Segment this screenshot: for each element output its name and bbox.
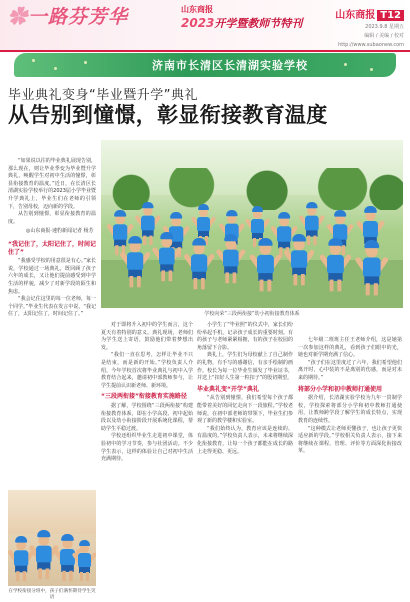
paragraph: 小学生了“毕业照”的仪式中，家长们纷纷举起手机，记录孩子成长的重要时刻。有的孩子与老师紧紧相拥，有的孩子在校园的角落留下合影。 [197,322,293,351]
photo-ground [101,260,403,308]
sparkle-dot [54,67,57,70]
paragraph: “我会记住这里的每一位老师，每一个同学。”毕业生代表在发言中说，“我记住了，太阳记住了，时间记住了。” [8,296,96,318]
paragraph: 典礼上，学生们为母校献上了自己制作的礼物，有手写的感谢信，有亲手绘制的画作。校长为每一位毕业生颁发了毕业证书，并送上“扣好人生第一粒扣子”的殷切期望。 [197,352,293,382]
main-photo-caption: 学校向荣“三段两衔接”幼小初衔接教育体系 [204,311,300,317]
masthead-rule [0,50,410,52]
paragraph: “如果说以往的毕业典礼展现告别，那么现在，则让毕业季变为毕业暨升学典礼，唤醒学生对初中生活的憧憬，彰显衔接教育的温度。”近日，在长清区长清湖实验学校举行的2023届小学毕业暨升学典礼上，毕业生们在老师的引领下，告别母校，迈向新的学段。 [8,158,96,210]
headline-kicker: 毕业典礼变身“毕业暨升学”典礼 [8,88,198,103]
date-line: 2023.9.8 星期五 [365,24,404,30]
article-column-4 [298,337,402,456]
byline: ◎山东商报·速豹新闻记者 杨芳 [26,228,94,235]
paragraph: “我们始终认为，教育应该是连续的、有温度的。”学校负责人表示，未来将继续深化衔接教育，让每一个孩子都能在成长的路上走得更稳、更远。 [197,425,293,455]
section-heading: 将部分小学和初中教师打通使用 [298,385,383,393]
photo-wall [8,490,96,534]
paper-name: 山东商报 [335,10,376,21]
headline-title: 从告别到憧憬，彰显衔接教育温度 [8,103,328,127]
school-name: 济南市长清区长清湖实验学校 [152,59,308,72]
sparkle-dot [32,59,35,62]
page-number: T12 [377,10,404,21]
brand-name: 山东商报 [181,5,213,14]
main-photo-graduates [101,140,403,308]
web-address: http://www.subaonew.com [338,42,404,48]
article-column-2 [101,322,193,464]
sparkle-dot [370,68,373,71]
paragraph: 据介绍，长清湖实验学校为九年一贯制学校，学校探索将部分小学和初中教师打通使用，让教师跨学段了解学生的成长特点，实现教育的连续性。 [298,395,402,424]
special-edition-title: 2023开学暨教师节特刊 [181,16,303,30]
paragraph: 七年级二班班主任王老师介绍，这是她第一次参加这样的典礼，看到孩子们眼中的光，她也对新学期充满了信心。 [298,337,402,359]
paragraph: “从告别到憧憬，我们希望每个孩子都能带着美好的回忆走向下一段旅程。”学校老师说，在初中部老师的带领下，毕业生们参观了新的教学楼和实验室。 [197,395,293,425]
article-column-3 [197,322,293,456]
school-banner [14,53,396,77]
section-heading: 毕业典礼变“开学”典礼 [197,385,259,393]
section-heading: “我记住了，太阳记住了，时间记住了” [8,240,96,256]
paragraph: “我们一直在思考，怎样让毕业不只是结束，而是新的开始。”学校负责人介绍，今年学校首次将毕业典礼与初中入学教育结合起来，邀请初中部教师参与，让学生提前认识新老师、新环境。 [101,352,193,389]
paragraph: “我感受学校的用意很是有心。”家长说，学校通过一场典礼，既回顾了孩子六年的成长，又让他们提前感受到中学生活的样貌，减少了对新学段的陌生和焦虑。 [8,258,96,295]
paragraph: “孩子们在这里度过了六年，我们希望他们离开时，心中装的不是离别的伤感，而是对未来的期待。” [298,359,402,381]
paragraph: 学校还组织毕业生走进初中课堂，体验初中的学习节奏，参与社团活动。不少学生表示，这样的体验让自己对初中生活充满期待。 [101,433,193,463]
small-photo-classroom [8,490,96,586]
paragraph: 对于即将升入初中的学生而言，这个夏天有着特别的意义。典礼现场，老师们为学生送上寄语，鼓励他们带着梦想出发。 [101,322,193,351]
special-art-title: ✿一路芬芳华 [8,6,129,28]
paragraph: 从告别到憧憬，彰显衔接教育的温度。 [8,211,96,225]
masthead [0,0,410,50]
section-heading: “三段两衔接”衔接教育实施路径 [101,393,187,401]
sparkle-dot [344,63,347,66]
paragraph: 据了解，学校围绕“三段两衔接”构建衔接教育体系，即在小学高段、初中起始段以及幼小衔接阶段开展系统化课程，帮助学生平稳过渡。 [101,402,193,432]
sparkle-dot [84,61,87,64]
editor-line: 编辑 / 美编 / 校对 [364,33,404,39]
paragraph: “这种模式让老师更懂孩子，也让孩子更快适应新的学段。”学校相关负责人表示，接下来将继续在课程、管理、评价等方面深化衔接改革。 [298,425,402,455]
small-photo-caption: 在学校衔接分班中，孩子们满怀期待学生笑语 [8,589,96,600]
article-column-1 [8,158,96,319]
page-info [335,3,404,49]
